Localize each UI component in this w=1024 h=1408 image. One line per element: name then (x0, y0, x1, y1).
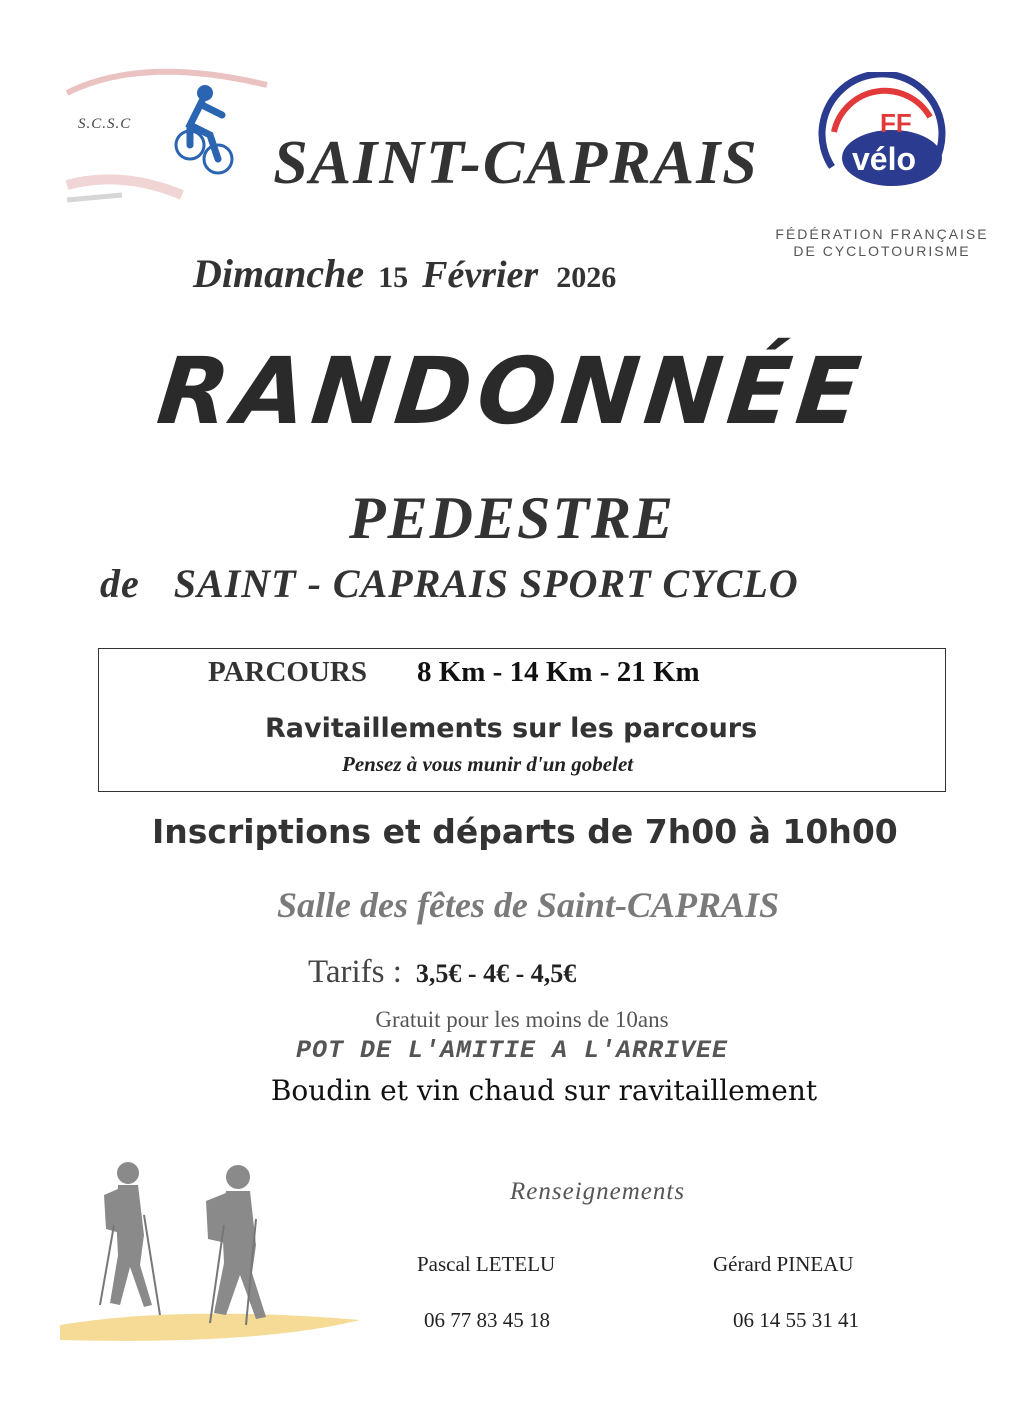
ffvelo-caption-line1: FÉDÉRATION FRANÇAISE (775, 226, 989, 242)
venue-text: Salle des fêtes de Saint-CAPRAIS (276, 885, 780, 925)
event-date (193, 250, 616, 297)
boudin-text: Boudin et vin chaud sur ravitaillement (270, 1074, 818, 1107)
contact-name: Pascal LETELU (417, 1252, 556, 1276)
event-title: RANDONNÉE (152, 338, 872, 445)
date-month: Février (422, 254, 539, 296)
date-day-name: Dimanche (193, 251, 365, 296)
ffvelo-logo-velo: vélo (852, 141, 917, 177)
tarifs-line (308, 954, 576, 991)
organizer-name: SAINT - CAPRAIS SPORT CYCLO (173, 561, 799, 606)
club-logo-text: S.C.S.C (78, 116, 132, 132)
parcours-line (208, 656, 700, 689)
inscriptions-text: Inscriptions et départs de 7h00 à 10h00 (152, 812, 898, 851)
tarifs-values: 3,5€ - 4€ - 4,5€ (415, 959, 577, 988)
ffvelo-caption (762, 226, 1002, 260)
contact-name: Gérard PINEAU (713, 1252, 854, 1276)
page-title: SAINT-CAPRAIS (273, 129, 759, 197)
parcours-distances: 8 Km - 14 Km - 21 Km (416, 656, 700, 688)
tarifs-label: Tarifs : (308, 954, 402, 990)
ravitaillements-text: Ravitaillements sur les parcours (265, 713, 758, 744)
parcours-label: PARCOURS (208, 656, 367, 688)
gobelet-note: Pensez à vous munir d'un gobelet (342, 752, 634, 776)
gratuit-text: Gratuit pour les moins de 10ans (375, 1007, 669, 1032)
organizer-line (100, 560, 1000, 607)
contact-phone: 06 77 83 45 18 (424, 1308, 550, 1332)
hikers-icon (60, 1155, 380, 1355)
organizer-prefix: de (100, 561, 140, 606)
ffvelo-logo-ff: FF (880, 108, 912, 138)
pot-text: POT DE L'AMITIE A L'ARRIVEE (295, 1036, 729, 1065)
date-day: 15 (378, 261, 409, 294)
event-subtitle: PEDESTRE (348, 485, 676, 551)
renseignements-title: Renseignements (510, 1178, 686, 1205)
date-year: 2026 (556, 261, 617, 294)
contact-phone: 06 14 55 31 41 (733, 1308, 859, 1332)
ffvelo-caption-line2: DE CYCLOTOURISME (793, 243, 971, 259)
